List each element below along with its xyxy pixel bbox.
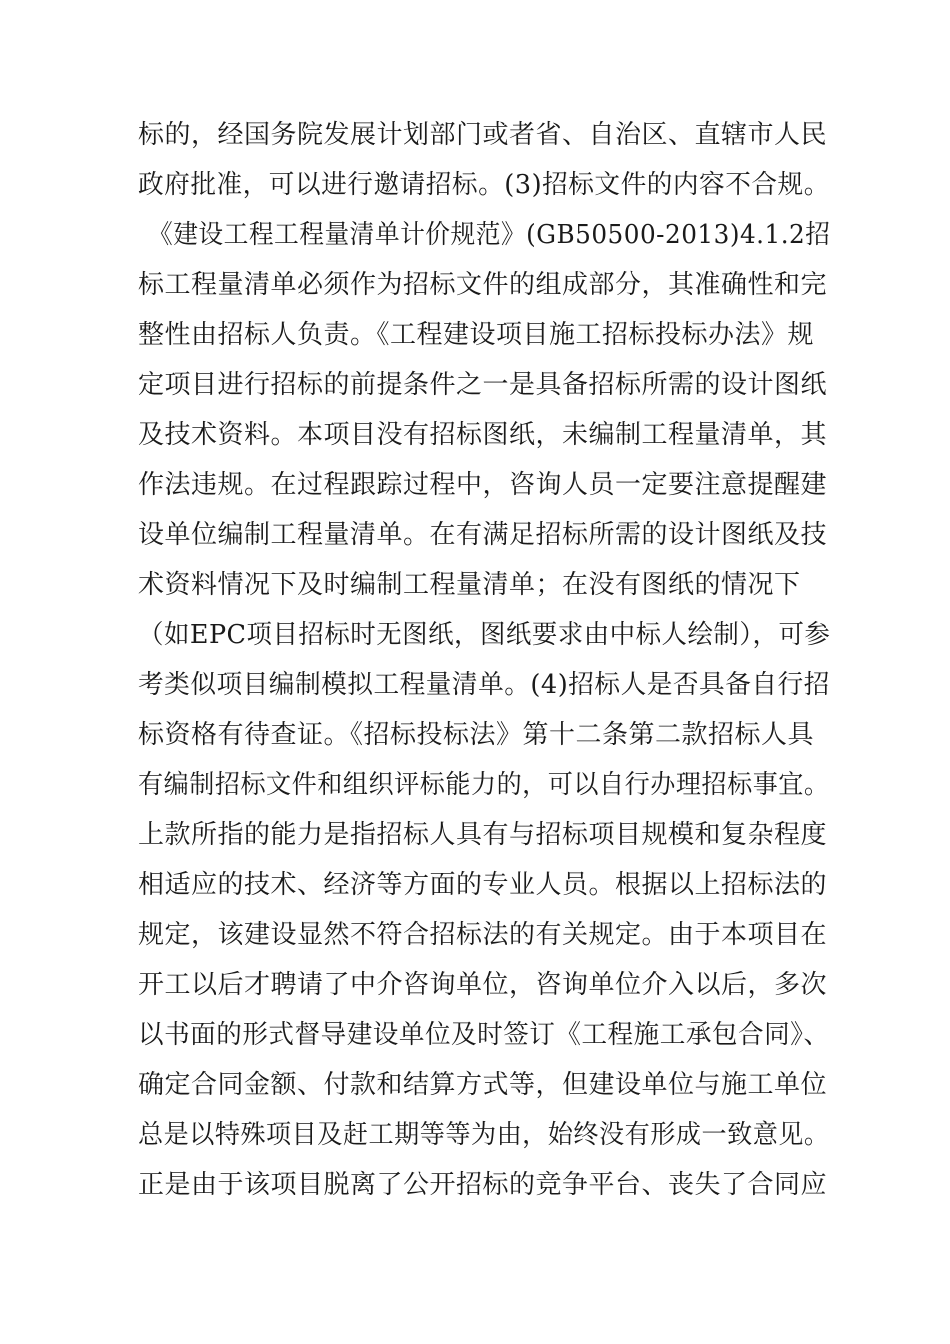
text-line: 正是由于该项目脱离了公开招标的竞争平台、丧失了合同应 (138, 1170, 828, 1200)
text-line: 设单位编制工程量清单。在有满足招标所需的设计图纸及技 (138, 520, 828, 550)
text-line: 《建设工程工程量清单计价规范》(GB50500-2013)4.1.2招 (148, 220, 831, 250)
text-line: 术资料情况下及时编制工程量清单；在没有图纸的情况下 (138, 570, 801, 600)
text-line: 及技术资料。本项目没有招标图纸，未编制工程量清单，其 (138, 420, 828, 450)
text-line: 标的，经国务院发展计划部门或者省、自治区、直辖市人民 (138, 120, 828, 150)
text-line: 以书面的形式督导建设单位及时签订《工程施工承包合同》、 (138, 1020, 830, 1050)
text-line: 有编制招标文件和组织评标能力的，可以自行办理招标事宜。 (138, 770, 830, 800)
text-line: 相适应的技术、经济等方面的专业人员。根据以上招标法的 (138, 870, 828, 900)
text-line: 定项目进行招标的前提条件之一是具备招标所需的设计图纸 (138, 370, 828, 400)
text-line: 确定合同金额、付款和结算方式等，但建设单位与施工单位 (138, 1070, 828, 1100)
text-line: 作法违规。在过程跟踪过程中，咨询人员一定要注意提醒建 (138, 470, 828, 500)
text-line: （如EPC项目招标时无图纸，图纸要求由中标人绘制），可参 (138, 620, 831, 650)
text-line: 规定，该建设显然不符合招标法的有关规定。由于本项目在 (138, 920, 828, 950)
text-line: 总是以特殊项目及赶工期等等为由，始终没有形成一致意见。 (138, 1120, 830, 1150)
text-line: 整性由招标人负责。《工程建设项目施工招标投标办法》规 (138, 320, 815, 350)
text-line: 考类似项目编制模拟工程量清单。(4)招标人是否具备自行招 (138, 670, 830, 700)
text-line: 开工以后才聘请了中介咨询单位，咨询单位介入以后，多次 (138, 970, 828, 1000)
text-line: 标工程量清单必须作为招标文件的组成部分，其准确性和完 (138, 270, 828, 300)
text-line: 标资格有待查证。《招标投标法》第十二条第二款招标人具 (138, 720, 815, 750)
text-line: 上款所指的能力是指招标人具有与招标项目规模和复杂程度 (138, 820, 828, 850)
text-line: 政府批准，可以进行邀请招标。(3)招标文件的内容不合规。 (138, 170, 830, 200)
